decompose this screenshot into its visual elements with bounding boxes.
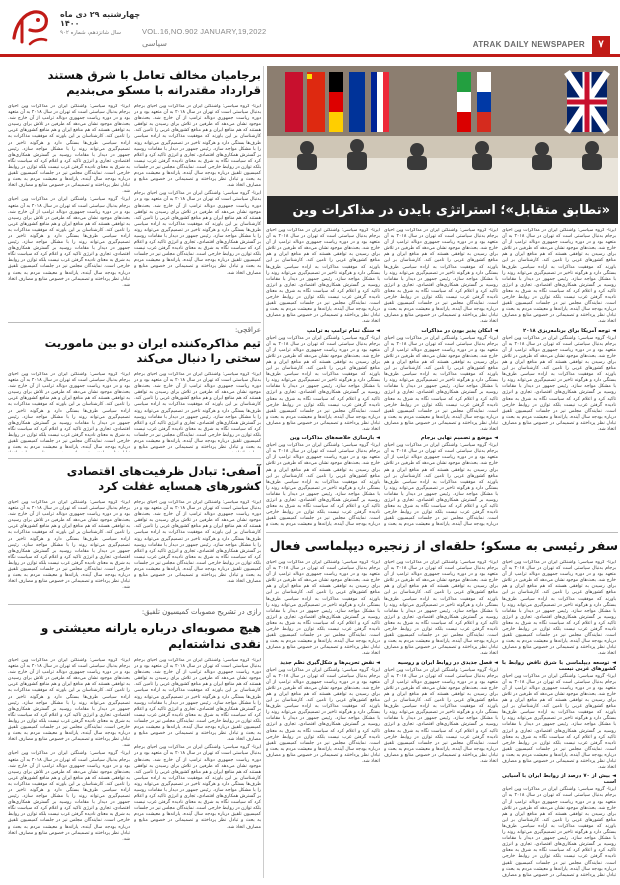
story2-text: ایرنا- گروه سیاسی: واشنگتن ایران در مذاکرات وین احیای برجام بدنبال سیاستی است که تهران در سال ۲۰۱۸ به آن متعهد بود و در دوره ریاست جمهوری دونالد ترامپ از آن خارج شد. بحث‌های موجود نشان می‌دهد که طرفین در تلاش برای رسیدن به توافقی هستند که هم منافع ایران و هم منافع کشورهای غربی را تامین کند. کارشناسان بر این باورند که موفقیت مذاکرات به اراده سیاسی طرف‌ها بستگی دارد و هرگونه تاخیر در تصمیم‌گیری می‌تواند روند را با مشکل مواجه سازد. رئیس جمهور در دیدار با مقامات روسیه بر گسترش همکاری‌های اقتصادی، تجاری و انرژی تاکید کرد و اعلام کرد که سیاست نگاه به شرق به معنای نادیده گرفتن غرب نیست بلکه توازن در روابط خارجی است. نمایندگان مجلس نیز در جلسات کمیسیون تلفیق درباره بودجه سال آینده، یارانه‌ها و معیشت مردم به بحث و تبادل نظر پرداختند و تصمیماتی در خصوص منابع و مصارف اتخاذ شد. <box>266 560 380 657</box>
main-story-column-1 <box>502 228 616 528</box>
section-divider <box>266 532 618 533</box>
left-story4-text: ایرنا- گروه سیاسی: واشنگتن ایران در مذاکرات وین احیای برجام بدنبال سیاستی است که تهران در سال ۲۰۱۸ به آن متعهد بود و در دوره ریاست جمهوری دونالد ترامپ از آن خارج شد. بحث‌های موجود نشان می‌دهد که طرفین در تلاش برای رسیدن به توافقی هستند که هم منافع ایران و هم منافع کشورهای غربی را تامین کند. کارشناسان بر این باورند که موفقیت مذاکرات به اراده سیاسی طرف‌ها بستگی دارد و هرگونه تاخیر در تصمیم‌گیری می‌تواند روند را با مشکل مواجه سازد. رئیس جمهور در دیدار با مقامات روسیه بر گسترش همکاری‌های اقتصادی، تجاری و انرژی تاکید کرد و اعلام کرد که سیاست نگاه به شرق به معنای نادیده گرفتن غرب نیست بلکه توازن در روابط خارجی است. نمایندگان مجلس نیز در جلسات کمیسیون تلفیق درباره بودجه سال آینده، یارانه‌ها و معیشت مردم به بحث و تبادل نظر پرداختند و تصمیماتی در خصوص منابع و مصارف اتخاذ شد. <box>8 658 130 749</box>
newspaper-logo[interactable] <box>8 4 52 50</box>
left-story1-column-1 <box>134 104 261 304</box>
story2-text: ایرنا- گروه سیاسی: واشنگتن ایران در مذاکرات وین احیای برجام بدنبال سیاستی است که تهران در سال ۲۰۱۸ به آن متعهد بود و در دوره ریاست جمهوری دونالد ترامپ از آن خارج شد. بحث‌های موجود نشان می‌دهد که طرفین در تلاش برای رسیدن به توافقی هستند که هم منافع ایران و هم منافع کشورهای غربی را تامین کند. کارشناسان بر این باورند که موفقیت مذاکرات به اراده سیاسی طرف‌ها بستگی دارد و هرگونه تاخیر در تصمیم‌گیری می‌تواند روند را با مشکل مواجه سازد. رئیس جمهور در دیدار با مقامات روسیه بر گسترش همکاری‌های اقتصادی، تجاری و انرژی تاکید کرد و اعلام کرد که سیاست نگاه به شرق به معنای نادیده گرفتن غرب نیست بلکه توازن در روابط خارجی است. نمایندگان مجلس نیز در جلسات کمیسیون تلفیق درباره بودجه سال آینده، یارانه‌ها و معیشت مردم به بحث و تبادل نظر پرداختند و تصمیماتی در خصوص منابع و مصارف اتخاذ شد. <box>384 667 498 764</box>
left-divider <box>8 458 261 459</box>
left-story1-text: ایرنا- گروه سیاسی: واشنگتن ایران در مذاکرات وین احیای برجام بدنبال سیاستی است که تهران در سال ۲۰۱۸ به آن متعهد بود و در دوره ریاست جمهوری دونالد ترامپ از آن خارج شد. بحث‌های موجود نشان می‌دهد که طرفین در تلاش برای رسیدن به توافقی هستند که هم منافع ایران و هم منافع کشورهای غربی را تامین کند. کارشناسان بر این باورند که موفقیت مذاکرات به اراده سیاسی طرف‌ها بستگی دارد و هرگونه تاخیر در تصمیم‌گیری می‌تواند روند را با مشکل مواجه سازد. رئیس جمهور در دیدار با مقامات روسیه بر گسترش همکاری‌های اقتصادی، تجاری و انرژی تاکید کرد و اعلام کرد که سیاست نگاه به شرق به معنای نادیده گرفتن غرب نیست بلکه توازن در روابط خارجی است. نمایندگان مجلس نیز در جلسات کمیسیون تلفیق درباره بودجه سال آینده، یارانه‌ها و معیشت مردم به بحث و تبادل نظر پرداختند و تصمیماتی در خصوص منابع و مصارف اتخاذ شد. <box>8 197 130 288</box>
left-story2-kicker: عراقچی: <box>234 326 261 334</box>
main-story-text: ایرنا- گروه سیاسی: واشنگتن ایران در مذاکرات وین احیای برجام بدنبال سیاستی است که تهران در سال ۲۰۱۸ به آن متعهد بود و در دوره ریاست جمهوری دونالد ترامپ از آن خارج شد. بحث‌های موجود نشان می‌دهد که طرفین در تلاش برای رسیدن به توافقی هستند که هم منافع ایران و هم منافع کشورهای غربی را تامین کند. کارشناسان بر این باورند که موفقیت مذاکرات به اراده سیاسی طرف‌ها بستگی دارد و هرگونه تاخیر در تصمیم‌گیری می‌تواند روند را با مشکل مواجه سازد. رئیس جمهور در دیدار با مقامات روسیه بر گسترش همکاری‌های اقتصادی، تجاری و انرژی تاکید کرد و اعلام کرد که سیاست نگاه به شرق به معنای نادیده گرفتن غرب نیست بلکه توازن در روابط خارجی است. نمایندگان مجلس نیز در جلسات کمیسیون تلفیق درباره بودجه سال آینده، یارانه‌ها و معیشت مردم به بحث و تبادل نظر پرداختند و تصمیماتی در خصوص منابع و مصارف اتخاذ شد. <box>502 228 616 325</box>
left-story4-text: ایرنا- گروه سیاسی: واشنگتن ایران در مذاکرات وین احیای برجام بدنبال سیاستی است که تهران در سال ۲۰۱۸ به آن متعهد بود و در دوره ریاست جمهوری دونالد ترامپ از آن خارج شد. بحث‌های موجود نشان می‌دهد که طرفین در تلاش برای رسیدن به توافقی هستند که هم منافع ایران و هم منافع کشورهای غربی را تامین کند. کارشناسان بر این باورند که موفقیت مذاکرات به اراده سیاسی طرف‌ها بستگی دارد و هرگونه تاخیر در تصمیم‌گیری می‌تواند روند را با مشکل مواجه سازد. رئیس جمهور در دیدار با مقامات روسیه بر گسترش همکاری‌های اقتصادی، تجاری و انرژی تاکید کرد و اعلام کرد که سیاست نگاه به شرق به معنای نادیده گرفتن غرب نیست بلکه توازن در روابط خارجی است. نمایندگان مجلس نیز در جلسات کمیسیون تلفیق درباره بودجه سال آینده، یارانه‌ها و معیشت مردم به بحث و تبادل نظر پرداختند و تصمیماتی در خصوص منابع و مصارف اتخاذ شد. <box>8 751 130 842</box>
volume-line: VOL.16,NO.902 JANUARY,19,2022 <box>142 27 267 36</box>
date-persian: چهارشنبه ۲۹ دی ماه ۱۴۰۰ <box>60 10 141 28</box>
left-story2-text: ایرنا- گروه سیاسی: واشنگتن ایران در مذاکرات وین احیای برجام بدنبال سیاستی است که تهران در سال ۲۰۱۸ به آن متعهد بود و در دوره ریاست جمهوری دونالد ترامپ از آن خارج شد. بحث‌های موجود نشان می‌دهد که طرفین در تلاش برای رسیدن به توافقی هستند که هم منافع ایران و هم منافع کشورهای غربی را تامین کند. کارشناسان بر این باورند که موفقیت مذاکرات به اراده سیاسی طرف‌ها بستگی دارد و هرگونه تاخیر در تصمیم‌گیری می‌تواند روند را با مشکل مواجه سازد. رئیس جمهور در دیدار با مقامات روسیه بر گسترش همکاری‌های اقتصادی، تجاری و انرژی تاکید کرد و اعلام کرد که سیاست نگاه به شرق به معنای نادیده گرفتن غرب نیست بلکه توازن در روابط خارجی است. نمایندگان مجلس نیز در جلسات کمیسیون تلفیق درباره بودجه سال آینده، یارانه‌ها و معیشت مردم به بحث و <box>8 372 130 451</box>
main-story-text: ایرنا- گروه سیاسی: واشنگتن ایران در مذاکرات وین احیای برجام بدنبال سیاستی است که تهران در سال ۲۰۱۸ به آن متعهد بود و در دوره ریاست جمهوری دونالد ترامپ از آن خارج شد. بحث‌های موجود نشان می‌دهد که طرفین در تلاش برای رسیدن به توافقی هستند که هم منافع ایران و هم منافع کشورهای غربی را تامین کند. کارشناسان بر این باورند که موفقیت مذاکرات به اراده سیاسی طرف‌ها بستگی دارد و هرگونه تاخیر در تصمیم‌گیری می‌تواند روند را با مشکل مواجه سازد. رئیس جمهور در دیدار با مقامات روسیه بر گسترش همکاری‌های اقتصادی، تجاری و انرژی تاکید کرد و اعلام کرد که سیاست نگاه به شرق به معنای نادیده گرفتن غرب نیست بلکه توازن در روابط خارجی است. نمایندگان مجلس نیز در جلسات کمیسیون تلفیق درباره بودجه سال آینده، یارانه‌ها و معیشت مردم به بحث و تبادل نظر پرداختند و تصمیماتی در خصوص منابع و مصارف اتخاذ شد. <box>266 335 380 432</box>
main-story-subhead: ◄ موضع و تصمیم نهایی برجام <box>420 435 498 442</box>
left-story3-text: ایرنا- گروه سیاسی: واشنگتن ایران در مذاکرات وین احیای برجام بدنبال سیاستی است که تهران در سال ۲۰۱۸ به آن متعهد بود و در دوره ریاست جمهوری دونالد ترامپ از آن خارج شد. بحث‌های موجود نشان می‌دهد که طرفین در تلاش برای رسیدن به توافقی هستند که هم منافع ایران و هم منافع کشورهای غربی را تامین کند. کارشناسان بر این باورند که موفقیت مذاکرات به اراده سیاسی طرف‌ها بستگی دارد و هرگونه تاخیر در تصمیم‌گیری می‌تواند روند را با مشکل مواجه سازد. رئیس جمهور در دیدار با مقامات روسیه بر گسترش همکاری‌های اقتصادی، تجاری و انرژی تاکید کرد و اعلام کرد که سیاست نگاه به شرق به معنای نادیده گرفتن غرب نیست بلکه توازن در روابط خارجی است. نمایندگان مجلس نیز در جلسات کمیسیون تلفیق درباره بودجه سال آینده، یارانه‌ها و معیشت مردم به بحث و تبادل نظر پرداختند و تصمیماتی در خصوص منابع و مصارف اتخاذ شد. <box>134 500 261 585</box>
main-story-text: ایرنا- گروه سیاسی: واشنگتن ایران در مذاکرات وین احیای برجام بدنبال سیاستی است که تهران در سال ۲۰۱۸ به آن متعهد بود و در دوره ریاست جمهوری دونالد ترامپ از آن خارج شد. بحث‌های موجود نشان می‌دهد که طرفین در تلاش برای رسیدن به توافقی هستند که هم منافع ایران و هم منافع کشورهای غربی را تامین کند. کارشناسان بر این باورند که موفقیت مذاکرات به اراده سیاسی طرف‌ها بستگی دارد و هرگونه تاخیر در تصمیم‌گیری می‌تواند روند را با مشکل مواجه سازد. رئیس جمهور در دیدار با مقامات روسیه بر گسترش همکاری‌های اقتصادی، تجاری و انرژی تاکید کرد و اعلام کرد که سیاست نگاه به شرق به معنای نادیده گرفتن غرب نیست بلکه توازن در روابط خارجی است. نمایندگان مجلس نیز در جلسات کمیسیون تلفیق درباره بودجه سال آینده، یارانه‌ها و معیشت مردم به بحث و تبادل نظر پرداختند و تصمیماتی در خصوص منابع و مصارف اتخاذ شد. <box>384 228 498 325</box>
left-story2-text: ایرنا- گروه سیاسی: واشنگتن ایران در مذاکرات وین احیای برجام بدنبال سیاستی است که تهران در سال ۲۰۱۸ به آن متعهد بود و در دوره ریاست جمهوری دونالد ترامپ از آن خارج شد. بحث‌های موجود نشان می‌دهد که طرفین در تلاش برای رسیدن به توافقی هستند که هم منافع ایران و هم منافع کشورهای غربی را تامین کند. کارشناسان بر این باورند که موفقیت مذاکرات به اراده سیاسی طرف‌ها بستگی دارد و هرگونه تاخیر در تصمیم‌گیری می‌تواند روند را با مشکل مواجه سازد. رئیس جمهور در دیدار با مقامات روسیه بر گسترش همکاری‌های اقتصادی، تجاری و انرژی تاکید کرد و اعلام کرد که سیاست نگاه به شرق به معنای نادیده گرفتن غرب نیست بلکه توازن در روابط خارجی است. نمایندگان مجلس نیز در جلسات کمیسیون تلفیق درباره بودجه سال آینده، یارانه‌ها و معیشت مردم به بحث و تبادل نظر پرداختند و تصمیماتی در خصوص منابع و <box>134 372 261 451</box>
left-story1-text: ایرنا- گروه سیاسی: واشنگتن ایران در مذاکرات وین احیای برجام بدنبال سیاستی است که تهران در سال ۲۰۱۸ به آن متعهد بود و در دوره ریاست جمهوری دونالد ترامپ از آن خارج شد. بحث‌های موجود نشان می‌دهد که طرفین در تلاش برای رسیدن به توافقی هستند که هم منافع ایران و هم منافع کشورهای غربی را تامین کند. کارشناسان بر این باورند که موفقیت مذاکرات به اراده سیاسی طرف‌ها بستگی دارد و هرگونه تاخیر در تصمیم‌گیری می‌تواند روند را با مشکل مواجه سازد. رئیس جمهور در دیدار با مقامات روسیه بر گسترش همکاری‌های اقتصادی، تجاری و انرژی تاکید کرد و اعلام کرد که سیاست نگاه به شرق به معنای نادیده گرفتن غرب نیست بلکه توازن در روابط خارجی است. نمایندگان مجلس نیز در جلسات کمیسیون تلفیق درباره بودجه سال آینده، یارانه‌ها و معیشت مردم به بحث و تبادل نظر پرداختند و تصمیماتی در خصوص منابع و مصارف اتخاذ شد. <box>134 104 261 189</box>
main-story-text: ایرنا- گروه سیاسی: واشنگتن ایران در مذاکرات وین احیای برجام بدنبال سیاستی است که تهران در سال ۲۰۱۸ به آن متعهد بود و در دوره ریاست جمهوری دونالد ترامپ از آن خارج شد. بحث‌های موجود نشان می‌دهد که طرفین در تلاش برای رسیدن به توافقی هستند که هم منافع ایران و هم منافع کشورهای غربی را تامین کند. کارشناسان بر این باورند که موفقیت مذاکرات به اراده سیاسی طرف‌ها بستگی دارد و هرگونه تاخیر در تصمیم‌گیری می‌تواند روند را با مشکل مواجه سازد. رئیس جمهور در دیدار با مقامات روسیه بر گسترش همکاری‌های اقتصادی، تجاری و انرژی تاکید کرد و اعلام کرد که سیاست نگاه به شرق به معنای نادیده گرفتن غرب نیست بلکه توازن در روابط خارجی است. نمایندگان مجلس نیز در جلسات کمیسیون تلفیق درباره بودجه سال آینده، یارانه‌ها و معیشت مردم به بحث و تبادل نظر پرداختند و تصمیماتی در خصوص منابع و مصارف اتخاذ شد. <box>266 228 380 325</box>
story2-column-3 <box>266 560 380 878</box>
left-story1-headline[interactable]: برجامیان مخالف تعامل با شرق هستند قرارداد مقتدرانه با مسکو می‌بندیم <box>47 68 261 97</box>
left-story4-headline[interactable]: هیچ مصوبه‌ای درباره یارانه معیشتی و نقدی نداشته‌ایم <box>40 621 261 651</box>
column-divider <box>263 66 264 878</box>
left-story2-column-2 <box>8 372 130 452</box>
section-label[interactable]: سیاسی <box>142 39 167 48</box>
left-story4-text: ایرنا- گروه سیاسی: واشنگتن ایران در مذاکرات وین احیای برجام بدنبال سیاستی است که تهران در سال ۲۰۱۸ به آن متعهد بود و در دوره ریاست جمهوری دونالد ترامپ از آن خارج شد. بحث‌های موجود نشان می‌دهد که طرفین در تلاش برای رسیدن به توافقی هستند که هم منافع ایران و هم منافع کشورهای غربی را تامین کند. کارشناسان بر این باورند که موفقیت مذاکرات به اراده سیاسی طرف‌ها بستگی دارد و هرگونه تاخیر در تصمیم‌گیری می‌تواند روند را با مشکل مواجه سازد. رئیس جمهور در دیدار با مقامات روسیه بر گسترش همکاری‌های اقتصادی، تجاری و انرژی تاکید کرد و اعلام کرد که سیاست نگاه به شرق به معنای نادیده گرفتن غرب نیست بلکه توازن در روابط خارجی است. نمایندگان مجلس نیز در جلسات کمیسیون تلفیق درباره بودجه سال آینده، یارانه‌ها و معیشت مردم به بحث و تبادل نظر پرداختند و تصمیماتی در خصوص منابع و مصارف اتخاذ شد. <box>134 658 261 743</box>
left-story4-kicker: رازی در تشریح مصوبات کمیسیون تلفیق: <box>141 608 261 616</box>
left-story1-column-2 <box>8 104 130 304</box>
main-story-column-3 <box>266 228 380 528</box>
page-number: ۷ <box>592 36 610 54</box>
main-story-column-2 <box>384 228 498 528</box>
paper-name-english: ATRAK DAILY NEWSPAPER <box>472 40 585 49</box>
story2-headline[interactable]: سفر رئیسی به مسکو؛ حلقه‌ای از زنجیره دیپلماسی فعال <box>269 538 618 553</box>
masthead <box>0 0 620 68</box>
story2-text: ایرنا- گروه سیاسی: واشنگتن ایران در مذاکرات وین احیای برجام بدنبال سیاستی است که تهران در سال ۲۰۱۸ به آن متعهد بود و در دوره ریاست جمهوری دونالد ترامپ از آن خارج شد. بحث‌های موجود نشان می‌دهد که طرفین در تلاش برای رسیدن به توافقی هستند که هم منافع ایران و هم منافع کشورهای غربی را تامین کند. کارشناسان بر این باورند که موفقیت مذاکرات به اراده سیاسی طرف‌ها بستگی دارد و هرگونه تاخیر در تصمیم‌گیری می‌تواند روند را با مشکل مواجه سازد. رئیس جمهور در دیدار با مقامات روسیه بر گسترش همکاری‌های اقتصادی، تجاری و انرژی تاکید کرد و اعلام کرد که سیاست نگاه به شرق به معنای نادیده گرفتن غرب نیست بلکه توازن در روابط خارجی است. نمایندگان مجلس نیز در جلسات کمیسیون تلفیق درباره بودجه سال آینده، یارانه‌ها و معیشت مردم به بحث و تبادل نظر پرداختند و تصمیماتی در خصوص منابع و مصارف اتخاذ شد. <box>502 673 616 771</box>
story2-column-1 <box>502 560 616 878</box>
main-headline[interactable]: «تطابق متقابل»؛ استراتژی بایدن در مذاکرات وین <box>292 203 610 218</box>
left-divider <box>8 604 261 605</box>
story2-subhead: ◄ فصل جدیدی در روابط ایران و روسیه <box>397 659 498 666</box>
story2-text: ایرنا- گروه سیاسی: واشنگتن ایران در مذاکرات وین احیای برجام بدنبال سیاستی است که تهران در سال ۲۰۱۸ به آن متعهد بود و در دوره ریاست جمهوری دونالد ترامپ از آن خارج شد. بحث‌های موجود نشان می‌دهد که طرفین در تلاش برای رسیدن به توافقی هستند که هم منافع ایران و هم منافع کشورهای غربی را تامین کند. کارشناسان بر این باورند که موفقیت مذاکرات به اراده سیاسی طرف‌ها بستگی دارد و هرگونه تاخیر در تصمیم‌گیری می‌تواند روند را با مشکل مواجه سازد. رئیس جمهور در دیدار با مقامات روسیه بر گسترش همکاری‌های اقتصادی، تجاری و انرژی تاکید کرد و اعلام کرد که سیاست نگاه به شرق به معنای نادیده گرفتن غرب نیست بلکه توازن در روابط خارجی است. نمایندگان مجلس نیز در جلسات کمیسیون تلفیق درباره بودجه سال آینده، یارانه‌ها و معیشت مردم به بحث و تبادل نظر پرداختند و تصمیماتی در خصوص منابع و مصارف اتخاذ شد. <box>384 560 498 657</box>
story2-column-2 <box>384 560 498 878</box>
story2-subhead: ◄ نقض تحریم‌ها و شکل‌گیری نظم جدید <box>280 659 380 666</box>
left-story1-text: ایرنا- گروه سیاسی: واشنگتن ایران در مذاکرات وین احیای برجام بدنبال سیاستی است که تهران در سال ۲۰۱۸ به آن متعهد بود و در دوره ریاست جمهوری دونالد ترامپ از آن خارج شد. بحث‌های موجود نشان می‌دهد که طرفین در تلاش برای رسیدن به توافقی هستند که هم منافع ایران و هم منافع کشورهای غربی را تامین کند. کارشناسان بر این باورند که موفقیت مذاکرات به اراده سیاسی طرف‌ها بستگی دارد و هرگونه تاخیر در تصمیم‌گیری می‌تواند روند را با مشکل مواجه سازد. رئیس جمهور در دیدار با مقامات روسیه بر گسترش همکاری‌های اقتصادی، تجاری و انرژی تاکید کرد و اعلام کرد که سیاست نگاه به شرق به معنای نادیده گرفتن غرب نیست بلکه توازن در روابط خارجی است. نمایندگان مجلس نیز در جلسات کمیسیون تلفیق درباره بودجه سال آینده، یارانه‌ها و معیشت مردم به بحث و تبادل نظر پرداختند و تصمیماتی در خصوص منابع و مصارف اتخاذ شد. <box>134 191 261 276</box>
story2-text: ایرنا- گروه سیاسی: واشنگتن ایران در مذاکرات وین احیای برجام بدنبال سیاستی است که تهران در سال ۲۰۱۸ به آن متعهد بود و در دوره ریاست جمهوری دونالد ترامپ از آن خارج شد. بحث‌های موجود نشان می‌دهد که طرفین در تلاش برای رسیدن به توافقی هستند که هم منافع ایران و هم منافع کشورهای غربی را تامین کند. کارشناسان بر این باورند که موفقیت مذاکرات به اراده سیاسی طرف‌ها بستگی دارد و هرگونه تاخیر در تصمیم‌گیری می‌تواند روند را با مشکل مواجه سازد. رئیس جمهور در دیدار با مقامات روسیه بر گسترش همکاری‌های اقتصادی، تجاری و انرژی تاکید کرد و اعلام کرد که سیاست نگاه به شرق به معنای نادیده گرفتن غرب نیست بلکه توازن در روابط خارجی است. نمایندگان مجلس نیز در جلسات کمیسیون تلفیق درباره بودجه سال آینده، یارانه‌ها و معیشت مردم به بحث و تبادل نظر پرداختند و تصمیماتی در خصوص منابع و مصارف اتخاذ شد. <box>266 667 380 764</box>
story2-text: ایرنا- گروه سیاسی: واشنگتن ایران در مذاکرات وین احیای برجام بدنبال سیاستی است که تهران در سال ۲۰۱۸ به آن متعهد بود و در دوره ریاست جمهوری دونالد ترامپ از آن خارج شد. بحث‌های موجود نشان می‌دهد که طرفین در تلاش برای رسیدن به توافقی هستند که هم منافع ایران و هم منافع کشورهای غربی را تامین کند. کارشناسان بر این باورند که موفقیت مذاکرات به اراده سیاسی طرف‌ها بستگی دارد و هرگونه تاخیر در تصمیم‌گیری می‌تواند روند را با مشکل مواجه سازد. رئیس جمهور در دیدار با مقامات روسیه بر گسترش همکاری‌های اقتصادی، تجاری و انرژی تاکید کرد و اعلام کرد که سیاست نگاه به شرق به معنای نادیده گرفتن غرب نیست بلکه توازن در روابط خارجی است. نمایندگان مجلس نیز در جلسات کمیسیون تلفیق درباره بودجه سال آینده، یارانه‌ها و معیشت مردم به بحث و تبادل نظر پرداختند و تصمیماتی در خصوص منابع و مصارف <box>502 787 616 878</box>
left-story3-headline[interactable]: آصفی: تبادل ظرفیت‌های اقتصادی کشورهای همسایه غفلت کرد <box>66 464 261 493</box>
header-rule <box>0 54 620 57</box>
left-divider <box>8 322 261 323</box>
lead-photo[interactable] <box>267 66 618 224</box>
main-story-subhead: ◄ سنگ تمام ترامپ به ترامپ <box>306 327 380 334</box>
story2-text: ایرنا- گروه سیاسی: واشنگتن ایران در مذاکرات وین احیای برجام بدنبال سیاستی است که تهران در سال ۲۰۱۸ به آن متعهد بود و در دوره ریاست جمهوری دونالد ترامپ از آن خارج شد. بحث‌های موجود نشان می‌دهد که طرفین در تلاش برای رسیدن به توافقی هستند که هم منافع ایران و هم منافع کشورهای غربی را تامین کند. کارشناسان بر این باورند که موفقیت مذاکرات به اراده سیاسی طرف‌ها بستگی دارد و هرگونه تاخیر در تصمیم‌گیری می‌تواند روند را با مشکل مواجه سازد. رئیس جمهور در دیدار با مقامات روسیه بر گسترش همکاری‌های اقتصادی، تجاری و انرژی تاکید کرد و اعلام کرد که سیاست نگاه به شرق به معنای نادیده گرفتن غرب نیست بلکه توازن در روابط خارجی است. نمایندگان مجلس نیز در جلسات کمیسیون تلفیق درباره بودجه سال آینده، یارانه‌ها و معیشت مردم به بحث و تبادل نظر پرداختند و تصمیماتی در خصوص منابع و مصارف اتخاذ شد. <box>502 560 616 657</box>
story2-subhead: ◄ بیش از ۷۰ درصد از روابط ایران با آسیایی است <box>502 773 616 786</box>
main-story-text: ایرنا- گروه سیاسی: واشنگتن ایران در مذاکرات وین احیای برجام بدنبال سیاستی است که تهران در سال ۲۰۱۸ به آن متعهد بود و در دوره ریاست جمهوری دونالد ترامپ از آن خارج شد. بحث‌های موجود نشان می‌دهد که طرفین در تلاش برای رسیدن به توافقی هستند که هم منافع ایران و هم منافع کشورهای غربی را تامین کند. کارشناسان بر این باورند که موفقیت مذاکرات به اراده سیاسی طرف‌ها بستگی دارد و هرگونه تاخیر در تصمیم‌گیری می‌تواند روند را با مشکل مواجه سازد. رئیس جمهور در دیدار با مقامات روسیه بر گسترش همکاری‌های اقتصادی، تجاری و انرژی تاکید کرد و اعلام کرد که سیاست نگاه به شرق به معنای نادیده گرفتن غرب نیست بلکه توازن در روابط خارجی است. نمایندگان مجلس نیز در جلسات کمیسیون تلفیق درباره بودجه سال آینده، یارانه‌ها و معیشت مردم به بحث و <box>384 443 498 528</box>
left-story3-text: ایرنا- گروه سیاسی: واشنگتن ایران در مذاکرات وین احیای برجام بدنبال سیاستی است که تهران در سال ۲۰۱۸ به آن متعهد بود و در دوره ریاست جمهوری دونالد ترامپ از آن خارج شد. بحث‌های موجود نشان می‌دهد که طرفین در تلاش برای رسیدن به توافقی هستند که هم منافع ایران و هم منافع کشورهای غربی را تامین کند. کارشناسان بر این باورند که موفقیت مذاکرات به اراده سیاسی طرف‌ها بستگی دارد و هرگونه تاخیر در تصمیم‌گیری می‌تواند روند را با مشکل مواجه سازد. رئیس جمهور در دیدار با مقامات روسیه بر گسترش همکاری‌های اقتصادی، تجاری و انرژی تاکید کرد و اعلام کرد که سیاست نگاه به شرق به معنای نادیده گرفتن غرب نیست بلکه توازن در روابط خارجی است. نمایندگان مجلس نیز در جلسات کمیسیون تلفیق درباره بودجه سال آینده، یارانه‌ها و معیشت مردم به بحث و تبادل نظر پرداختند و تصمیماتی در خصوص منابع و مصارف اتخاذ شد. <box>8 500 130 591</box>
story2-subhead: ◄ توسعه دیپلماسی با شرق ناقض روابط با کشورهای غربی نیست <box>502 659 616 672</box>
left-story4-text: ایرنا- گروه سیاسی: واشنگتن ایران در مذاکرات وین احیای برجام بدنبال سیاستی است که تهران در سال ۲۰۱۸ به آن متعهد بود و در دوره ریاست جمهوری دونالد ترامپ از آن خارج شد. بحث‌های موجود نشان می‌دهد که طرفین در تلاش برای رسیدن به توافقی هستند که هم منافع ایران و هم منافع کشورهای غربی را تامین کند. کارشناسان بر این باورند که موفقیت مذاکرات به اراده سیاسی طرف‌ها بستگی دارد و هرگونه تاخیر در تصمیم‌گیری می‌تواند روند را با مشکل مواجه سازد. رئیس جمهور در دیدار با مقامات روسیه بر گسترش همکاری‌های اقتصادی، تجاری و انرژی تاکید کرد و اعلام کرد که سیاست نگاه به شرق به معنای نادیده گرفتن غرب نیست بلکه توازن در روابط خارجی است. نمایندگان مجلس نیز در جلسات کمیسیون تلفیق درباره بودجه سال آینده، یارانه‌ها و معیشت مردم به بحث و تبادل نظر پرداختند و تصمیماتی در خصوص منابع و مصارف اتخاذ شد. <box>134 745 261 830</box>
left-story3-column-1 <box>134 500 261 600</box>
left-story2-column-1 <box>134 372 261 452</box>
issue-number: سال شانزدهم، شماره ۹۰۲ <box>60 30 122 36</box>
main-story-subhead: ◄ بازسازی خلاصه‌های مذاکرات وین <box>289 435 380 442</box>
left-story4-column-1 <box>134 658 261 876</box>
main-story-text: ایرنا- گروه سیاسی: واشنگتن ایران در مذاکرات وین احیای برجام بدنبال سیاستی است که تهران در سال ۲۰۱۸ به آن متعهد بود و در دوره ریاست جمهوری دونالد ترامپ از آن خارج شد. بحث‌های موجود نشان می‌دهد که طرفین در تلاش برای رسیدن به توافقی هستند که هم منافع ایران و هم منافع کشورهای غربی را تامین کند. کارشناسان بر این باورند که موفقیت مذاکرات به اراده سیاسی طرف‌ها بستگی دارد و هرگونه تاخیر در تصمیم‌گیری می‌تواند روند را با مشکل مواجه سازد. رئیس جمهور در دیدار با مقامات روسیه بر گسترش همکاری‌های اقتصادی، تجاری و انرژی تاکید کرد و اعلام کرد که سیاست نگاه به شرق به معنای نادیده گرفتن غرب نیست بلکه توازن در روابط خارجی است. نمایندگان مجلس نیز در جلسات کمیسیون تلفیق درباره بودجه سال آینده، یارانه‌ها و معیشت مردم به بحث و <box>266 443 380 528</box>
left-story2-headline[interactable]: تیم مذاکره‌کننده ایران دو بین ماموریت سختی را دنبال می‌کند <box>44 336 261 365</box>
left-story3-column-2 <box>8 500 130 600</box>
main-story-text: ایرنا- گروه سیاسی: واشنگتن ایران در مذاکرات وین احیای برجام بدنبال سیاستی است که تهران در سال ۲۰۱۸ به آن متعهد بود و در دوره ریاست جمهوری دونالد ترامپ از آن خارج شد. بحث‌های موجود نشان می‌دهد که طرفین در تلاش برای رسیدن به توافقی هستند که هم منافع ایران و هم منافع کشورهای غربی را تامین کند. کارشناسان بر این باورند که موفقیت مذاکرات به اراده سیاسی طرف‌ها بستگی دارد و هرگونه تاخیر در تصمیم‌گیری می‌تواند روند را با مشکل مواجه سازد. رئیس جمهور در دیدار با مقامات روسیه بر گسترش همکاری‌های اقتصادی، تجاری و انرژی تاکید کرد و اعلام کرد که سیاست نگاه به شرق به معنای نادیده گرفتن غرب نیست بلکه توازن در روابط خارجی است. نمایندگان مجلس نیز در جلسات کمیسیون تلفیق درباره بودجه سال آینده، یارانه‌ها و معیشت مردم به بحث و تبادل نظر پرداختند و تصمیماتی در خصوص منابع و مصارف اتخاذ شد. <box>384 335 498 432</box>
main-story-text: ایرنا- گروه سیاسی: واشنگتن ایران در مذاکرات وین احیای برجام بدنبال سیاستی است که تهران در سال ۲۰۱۸ به آن متعهد بود و در دوره ریاست جمهوری دونالد ترامپ از آن خارج شد. بحث‌های موجود نشان می‌دهد که طرفین در تلاش برای رسیدن به توافقی هستند که هم منافع ایران و هم منافع کشورهای غربی را تامین کند. کارشناسان بر این باورند که موفقیت مذاکرات به اراده سیاسی طرف‌ها بستگی دارد و هرگونه تاخیر در تصمیم‌گیری می‌تواند روند را با مشکل مواجه سازد. رئیس جمهور در دیدار با مقامات روسیه بر گسترش همکاری‌های اقتصادی، تجاری و انرژی تاکید کرد و اعلام کرد که سیاست نگاه به شرق به معنای نادیده گرفتن غرب نیست بلکه توازن در روابط خارجی است. نمایندگان مجلس نیز در جلسات کمیسیون تلفیق درباره بودجه سال آینده، یارانه‌ها و معیشت مردم به بحث و تبادل نظر پرداختند و تصمیماتی در خصوص منابع و مصارف اتخاذ شد. <box>502 335 616 432</box>
main-story-subhead: ◄ امکان پذیر بودن در مذاکرات <box>421 327 498 334</box>
left-story1-text: ایرنا- گروه سیاسی: واشنگتن ایران در مذاکرات وین احیای برجام بدنبال سیاستی است که تهران در سال ۲۰۱۸ به آن متعهد بود و در دوره ریاست جمهوری دونالد ترامپ از آن خارج شد. بحث‌های موجود نشان می‌دهد که طرفین در تلاش برای رسیدن به توافقی هستند که هم منافع ایران و هم منافع کشورهای غربی را تامین کند. کارشناسان بر این باورند که موفقیت مذاکرات به اراده سیاسی طرف‌ها بستگی دارد و هرگونه تاخیر در تصمیم‌گیری می‌تواند روند را با مشکل مواجه سازد. رئیس جمهور در دیدار با مقامات روسیه بر گسترش همکاری‌های اقتصادی، تجاری و انرژی تاکید کرد و اعلام کرد که سیاست نگاه به شرق به معنای نادیده گرفتن غرب نیست بلکه توازن در روابط خارجی است. نمایندگان مجلس نیز در جلسات کمیسیون تلفیق درباره بودجه سال آینده، یارانه‌ها و معیشت مردم به بحث و تبادل نظر پرداختند و تصمیماتی در خصوص منابع و مصارف اتخاذ شد. <box>8 104 130 195</box>
main-story-subhead: ◄ توجه آمریکا برای برنامه‌ریزی ۲۰۱۸ <box>523 327 616 334</box>
left-story4-column-2 <box>8 658 130 876</box>
